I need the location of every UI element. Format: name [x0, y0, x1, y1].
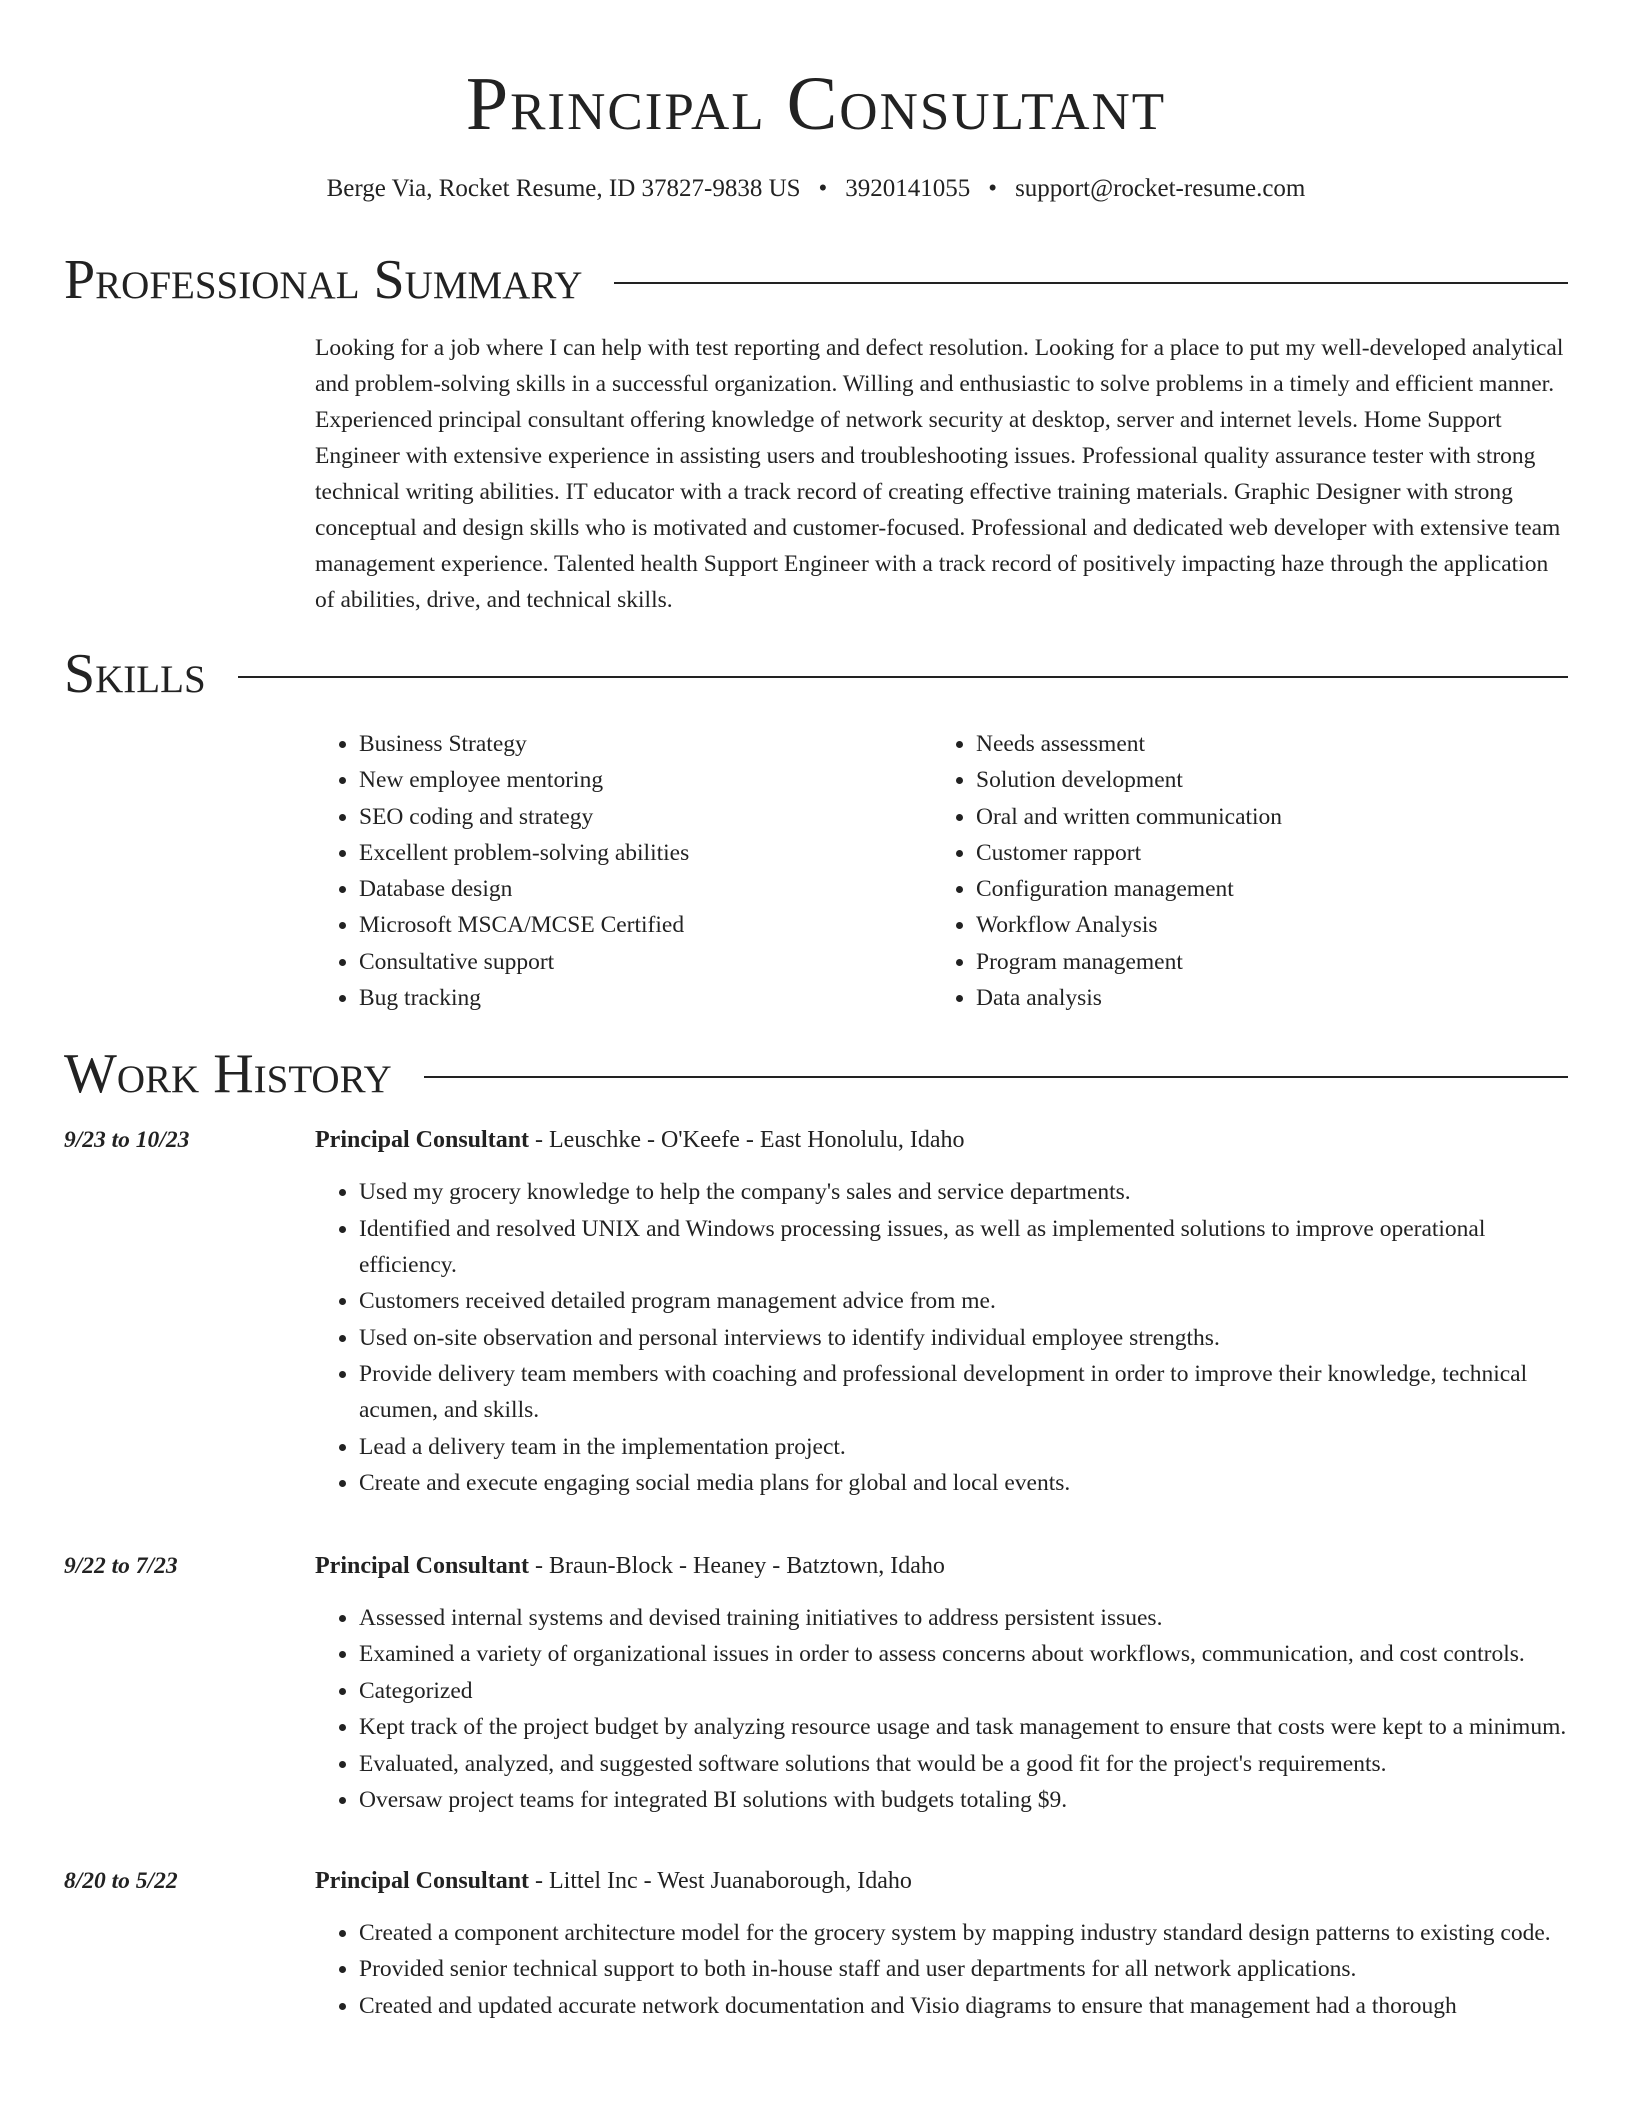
- job-bullet: • Created and updated accurate network documentation and Visio diagrams to ensure that management had a thorough: [359, 1988, 1568, 2024]
- job-bullet: • Lead a delivery team in the implementation project.: [359, 1429, 1568, 1465]
- job-entry: [64, 1548, 1568, 1819]
- contact-line: [64, 174, 1568, 204]
- job-bullet: • Create and execute engaging social media plans for global and local events.: [359, 1465, 1568, 1501]
- summary-section-header: [64, 249, 1568, 311]
- contact-email: support@rocket-resume.com: [1015, 175, 1306, 202]
- skill-item: • Solution development: [976, 762, 1549, 798]
- job-bullet: • Provided senior technical support to both in-house staff and user departments for all network applications.: [359, 1951, 1568, 1987]
- contact-phone: 3920141055: [845, 175, 971, 202]
- skill-item: • Data analysis: [976, 980, 1549, 1016]
- job-body: [315, 1122, 1568, 1502]
- skill-item: • Workflow Analysis: [976, 907, 1549, 943]
- skill-item: • Business Strategy: [359, 726, 932, 762]
- job-bullet: • Categorized: [359, 1673, 1568, 1709]
- job-bullet: • Identified and resolved UNIX and Windows processing issues, as well as implemented solutions to improve operational efficiency.: [359, 1211, 1568, 1283]
- skills-section-header: [64, 643, 1568, 705]
- job-bullet: • Assessed internal systems and devised training initiatives to address persistent issues.: [359, 1600, 1568, 1636]
- work-section-header: [64, 1043, 1568, 1106]
- job-bullet: • Created a component architecture model for the grocery system by mapping industry standard design patterns to existing code.: [359, 1915, 1568, 1951]
- summary-text: Looking for a job where I can help with test reporting and defect resolution. Looking for a place to put my well-developed analytical and problem-solving skills in a successful organization. Willing and enthusiastic to solve problems in a timely and efficient manner. Experienced principal consultant offering knowledge of network security at desktop, server and internet levels. Home Support Engineer with extensive experience in assisting users and troubleshooting issues. Professional quality assurance tester with strong technical writing abilities. IT educator with a track record of creating effective training materials. Graphic Designer with strong conceptual and design skills who is motivated and customer-focused. Professional and dedicated web developer with extensive team management experience. Talented health Support Engineer with a track record of positively impacting haze through the application of abilities, drive, and technical skills.: [315, 335, 1564, 613]
- skills-list-left: [315, 726, 932, 1016]
- job-bullet: • Used my grocery knowledge to help the company's sales and service departments.: [359, 1174, 1568, 1210]
- skills-grid: [315, 726, 1568, 1016]
- job-bullet: • Kept track of the project budget by analyzing resource usage and task management to ensure that costs were kept to a minimum.: [359, 1709, 1568, 1745]
- skill-item: • SEO coding and strategy: [359, 799, 932, 835]
- job-title-line: [315, 1863, 1568, 1899]
- job-title-line: [315, 1548, 1568, 1584]
- job-title-line: [315, 1122, 1568, 1158]
- job-employer: - Littel Inc - West Juanaborough, Idaho: [529, 1867, 912, 1894]
- job-bullets: [315, 1174, 1568, 1501]
- job-dates: 8/20 to 5/22: [64, 1867, 178, 1894]
- skill-item: • Microsoft MSCA/MCSE Certified: [359, 907, 932, 943]
- section-divider: [614, 282, 1568, 284]
- job-bullets: [315, 1915, 1568, 2024]
- skill-item: • Customer rapport: [976, 835, 1549, 871]
- skills-list-right: [932, 726, 1549, 1016]
- job-dates: 9/23 to 10/23: [64, 1127, 190, 1154]
- job-body: [315, 1863, 1568, 2025]
- skill-item: • New employee mentoring: [359, 762, 932, 798]
- job-bullet: • Evaluated, analyzed, and suggested software solutions that would be a good fit for the project's requirements.: [359, 1746, 1568, 1782]
- resume-name-title: Principal Consultant: [465, 62, 1167, 146]
- skills-section-title: Skills: [64, 643, 206, 705]
- job-employer: - Braun-Block - Heaney - Batztown, Idaho: [529, 1552, 945, 1579]
- job-role: Principal Consultant: [315, 1552, 530, 1579]
- job-role: Principal Consultant: [315, 1127, 530, 1154]
- job-bullet: • Customers received detailed program management advice from me.: [359, 1283, 1568, 1319]
- skill-item: • Database design: [359, 871, 932, 907]
- contact-address: Berge Via, Rocket Resume, ID 37827-9838 US: [326, 175, 801, 202]
- skill-item: • Program management: [976, 944, 1549, 980]
- skill-item: • Needs assessment: [976, 726, 1549, 762]
- work-section-title: Work History: [64, 1043, 392, 1106]
- job-entry: [64, 1122, 1568, 1502]
- job-entry: [64, 1863, 1568, 2025]
- skill-item: • Bug tracking: [359, 980, 932, 1016]
- skill-item: • Consultative support: [359, 944, 932, 980]
- job-body: [315, 1548, 1568, 1819]
- skill-item: • Configuration management: [976, 871, 1549, 907]
- job-bullet: • Provide delivery team members with coaching and professional development in order to improve their knowledge, technical acumen, and skills.: [359, 1356, 1568, 1428]
- summary-section-title: Professional Summary: [64, 249, 583, 311]
- job-bullet: • Examined a variety of organizational issues in order to assess concerns about workflows, communication, and cost controls.: [359, 1636, 1568, 1672]
- job-bullet: • Used on-site observation and personal interviews to identify individual employee strengths.: [359, 1320, 1568, 1356]
- contact-separator: •: [988, 175, 998, 202]
- job-role: Principal Consultant: [315, 1867, 530, 1894]
- section-divider: [424, 1076, 1568, 1078]
- skill-item: • Excellent problem-solving abilities: [359, 835, 932, 871]
- job-employer: - Leuschke - O'Keefe - East Honolulu, Idaho: [529, 1127, 965, 1154]
- section-divider: [238, 676, 1568, 678]
- job-dates: 9/22 to 7/23: [64, 1552, 178, 1579]
- contact-separator: •: [818, 175, 828, 202]
- skill-item: • Oral and written communication: [976, 799, 1549, 835]
- job-bullet: • Oversaw project teams for integrated BI solutions with budgets totaling $9.: [359, 1782, 1568, 1818]
- job-bullets: [315, 1600, 1568, 1819]
